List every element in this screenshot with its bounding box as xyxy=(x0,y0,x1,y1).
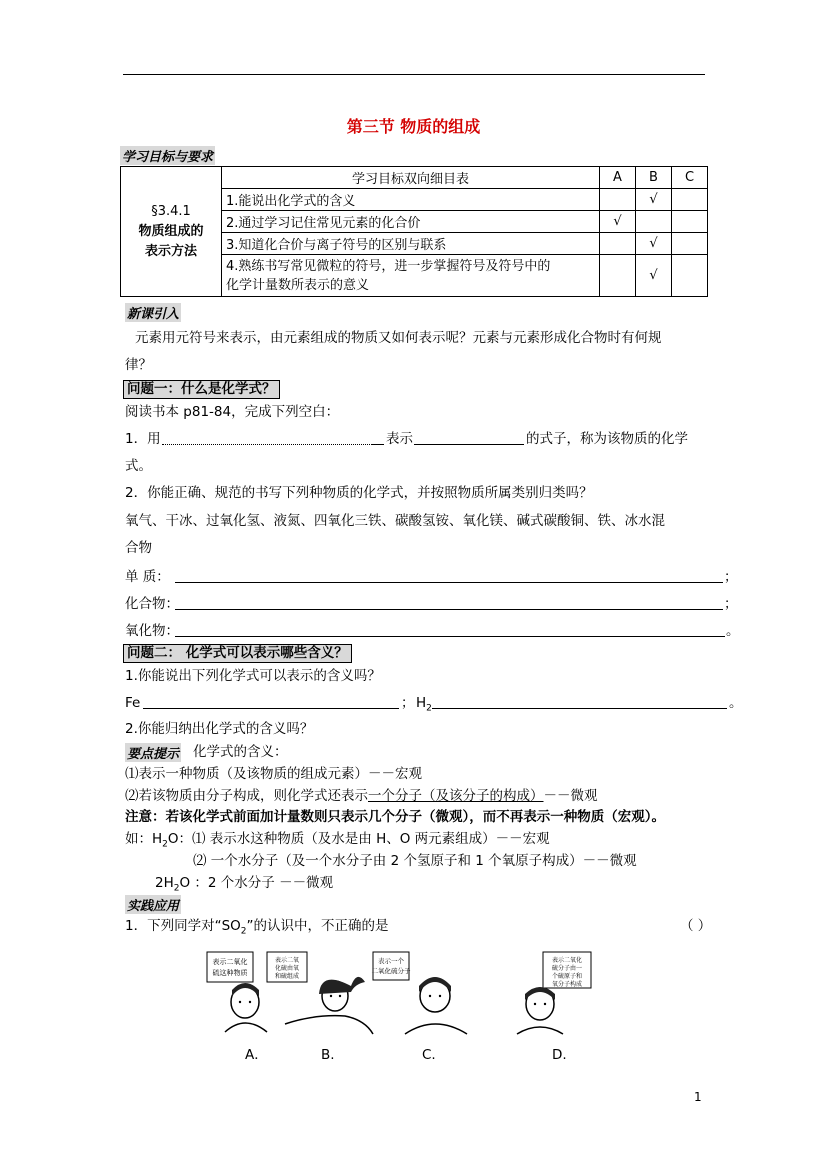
blank-line[interactable] xyxy=(414,444,524,445)
bubble-a-2: 硫这种物质 xyxy=(212,969,248,977)
q1-item1-a: 1．用 xyxy=(125,431,161,447)
meaning-2-c: －－微观 xyxy=(543,788,598,804)
cat-oxide: 氧化物： xyxy=(125,623,179,639)
bubble-c-2: 二氧化硫分子 xyxy=(371,967,411,975)
section-goals: 学习目标与要求 xyxy=(120,146,215,165)
q1-list-2: 合物 xyxy=(125,540,152,556)
intro-line-1: 元素用元符号来表示，由元素组成的物质又如何表示呢？元素与元素形成化合物时有何规 xyxy=(135,330,662,346)
note: 注意：若该化学式前面加计量数则只表示几个分子（微观），而不再表示一种物质（宏观）。 xyxy=(125,809,665,825)
header-rule xyxy=(123,74,705,75)
ex3-a: 2H xyxy=(155,875,174,891)
meaning-1: ⑴表示一种物质（及该物质的组成元素）－－宏观 xyxy=(125,766,422,782)
goal-text-line-1: 4.熟练书写常见微粒的符号，进一步掌握符号及符号中的 xyxy=(226,258,551,274)
cat-compound: 化合物： xyxy=(125,596,179,612)
goal-text: 1.能说出化学式的含义 xyxy=(222,189,600,211)
ex1-b: O：⑴ 表示水这种物质（及水是由 H、O 两元素组成）－－宏观 xyxy=(167,831,550,847)
section-name-1: 物质组成的 xyxy=(138,223,204,239)
pq-a: 1．下列同学对“SO xyxy=(125,918,241,934)
h2-label xyxy=(416,694,432,718)
page-number: 1 xyxy=(694,1090,702,1104)
ex3-sub: 2 xyxy=(173,883,180,894)
semicolon: ； xyxy=(401,695,415,711)
semicolon: ； xyxy=(724,596,738,612)
goal-text xyxy=(222,255,600,297)
check-mark xyxy=(600,255,636,297)
col-a-header: A xyxy=(600,167,636,189)
check-mark: √ xyxy=(600,211,636,233)
kp-text: 化学式的含义： xyxy=(193,744,288,760)
bubble-d-2: 硫分子由一 xyxy=(551,965,583,972)
student-a xyxy=(207,952,267,1032)
q1-list-1: 氧气、干冰、过氧化氢、液氮、四氧化三铁、碳酸氢铵、氧化镁、碱式碳酸铜、铁、冰水混 xyxy=(125,513,665,529)
goal-text: 2.通过学习记住常见元素的化合价 xyxy=(222,211,600,233)
student-b xyxy=(267,952,373,1034)
section-code: §3.4.1 xyxy=(151,203,191,219)
answer-line[interactable] xyxy=(143,708,399,709)
q1-item1-c: 的式子，称为该物质的化学 xyxy=(526,431,688,447)
period: 。 xyxy=(729,695,743,711)
pq-b: ”的认识中，不正确的是 xyxy=(246,918,389,934)
check-mark: √ xyxy=(636,255,672,297)
goal-text-line-2: 化学计量数所表示的意义 xyxy=(226,277,370,293)
q2-item2: 2.你能归纳出化学式的含义吗？ xyxy=(125,721,314,737)
student-c xyxy=(372,952,468,1034)
example-2: ⑵ 一个水分子（及一个水分子由 2 个氢原子和 1 个氧原子构成）－－微观 xyxy=(193,853,637,869)
example-1 xyxy=(125,830,550,854)
check-mark xyxy=(672,211,708,233)
q2-item1: 1.你能说出下列化学式可以表示的含义吗？ xyxy=(125,668,381,684)
h2-h: H xyxy=(416,695,427,711)
fe-label: Fe xyxy=(125,695,141,711)
q1-item2: 2．你能正确、规范的书写下列种物质的化学式，并按照物质所属类别归类吗？ xyxy=(125,485,593,501)
meaning-2-b: 一个分子（及该分子的构成） xyxy=(368,788,544,804)
goals-header: 学习目标双向细目表 xyxy=(222,167,600,189)
meaning-2 xyxy=(125,787,598,805)
blank-line[interactable] xyxy=(162,444,372,445)
practice-question xyxy=(125,917,389,941)
bubble-b-2: 化硫由氧 xyxy=(274,965,300,972)
option-a: A． xyxy=(245,1047,268,1063)
check-mark xyxy=(600,233,636,255)
page-title: 第三节 物质的组成 xyxy=(346,117,481,136)
check-mark: √ xyxy=(636,233,672,255)
bubble-b-1: 表示二氧 xyxy=(274,957,300,964)
h2-sub: 2 xyxy=(426,703,432,714)
q1-read: 阅读书本 p81-84，完成下列空白： xyxy=(125,404,340,420)
option-b: B. xyxy=(321,1047,335,1063)
answer-line[interactable] xyxy=(175,636,725,637)
cat-elementary: 单 质： xyxy=(125,569,170,585)
bubble-d-3: 个硫原子和 xyxy=(551,973,583,980)
intro-line-2: 律？ xyxy=(125,357,152,373)
check-mark xyxy=(672,189,708,211)
check-mark xyxy=(600,189,636,211)
check-mark xyxy=(636,211,672,233)
ex1-a: 如：H xyxy=(125,831,163,847)
q1-item1-b: 表示 xyxy=(386,431,413,447)
goals-table xyxy=(120,166,708,297)
answer-paren: （ ） xyxy=(680,918,712,934)
option-c: C. xyxy=(422,1047,436,1063)
section-practice: 实践应用 xyxy=(125,895,181,914)
meaning-2-a: ⑵若该物质由分子构成，则化学式还表示 xyxy=(125,788,368,804)
ex1-sub: 2 xyxy=(162,839,168,850)
bubble-d-1: 表示二氧化 xyxy=(551,957,583,964)
answer-line[interactable] xyxy=(175,609,723,610)
bubble-c-1: 表示一个 xyxy=(378,957,404,965)
period: 。 xyxy=(726,623,740,639)
example-3 xyxy=(155,874,333,898)
check-mark xyxy=(672,233,708,255)
col-b-header: B xyxy=(636,167,672,189)
goals-section-cell xyxy=(121,167,222,297)
student-d xyxy=(517,952,591,1034)
section-keypoint: 要点提示 xyxy=(125,743,181,762)
ex3-b: O ：2 个水分子 －－微观 xyxy=(179,875,334,891)
check-mark: √ xyxy=(636,189,672,211)
question-2-box: 问题二： 化学式可以表示哪些含义？ xyxy=(123,644,352,663)
q1-item1-d: 式。 xyxy=(125,458,152,474)
option-d: D. xyxy=(552,1047,567,1063)
answer-line[interactable] xyxy=(432,708,727,709)
answer-line[interactable] xyxy=(175,582,723,583)
semicolon: ； xyxy=(724,569,738,585)
blank-line[interactable] xyxy=(372,444,384,445)
students-illustration xyxy=(205,950,595,1035)
bubble-a-1: 表示二氧化 xyxy=(212,958,248,966)
section-intro: 新课引入 xyxy=(125,303,181,322)
bubble-b-3: 和硫组成 xyxy=(274,973,300,980)
bubble-d-4: 氧分子构成 xyxy=(551,981,583,988)
question-1-box: 问题一：什么是化学式？ xyxy=(123,380,280,399)
col-c-header: C xyxy=(672,167,708,189)
check-mark xyxy=(672,255,708,297)
goal-text: 3.知道化合价与离子符号的区别与联系 xyxy=(222,233,600,255)
pq-sub: 2 xyxy=(240,926,247,937)
section-name-2: 表示方法 xyxy=(144,243,197,259)
